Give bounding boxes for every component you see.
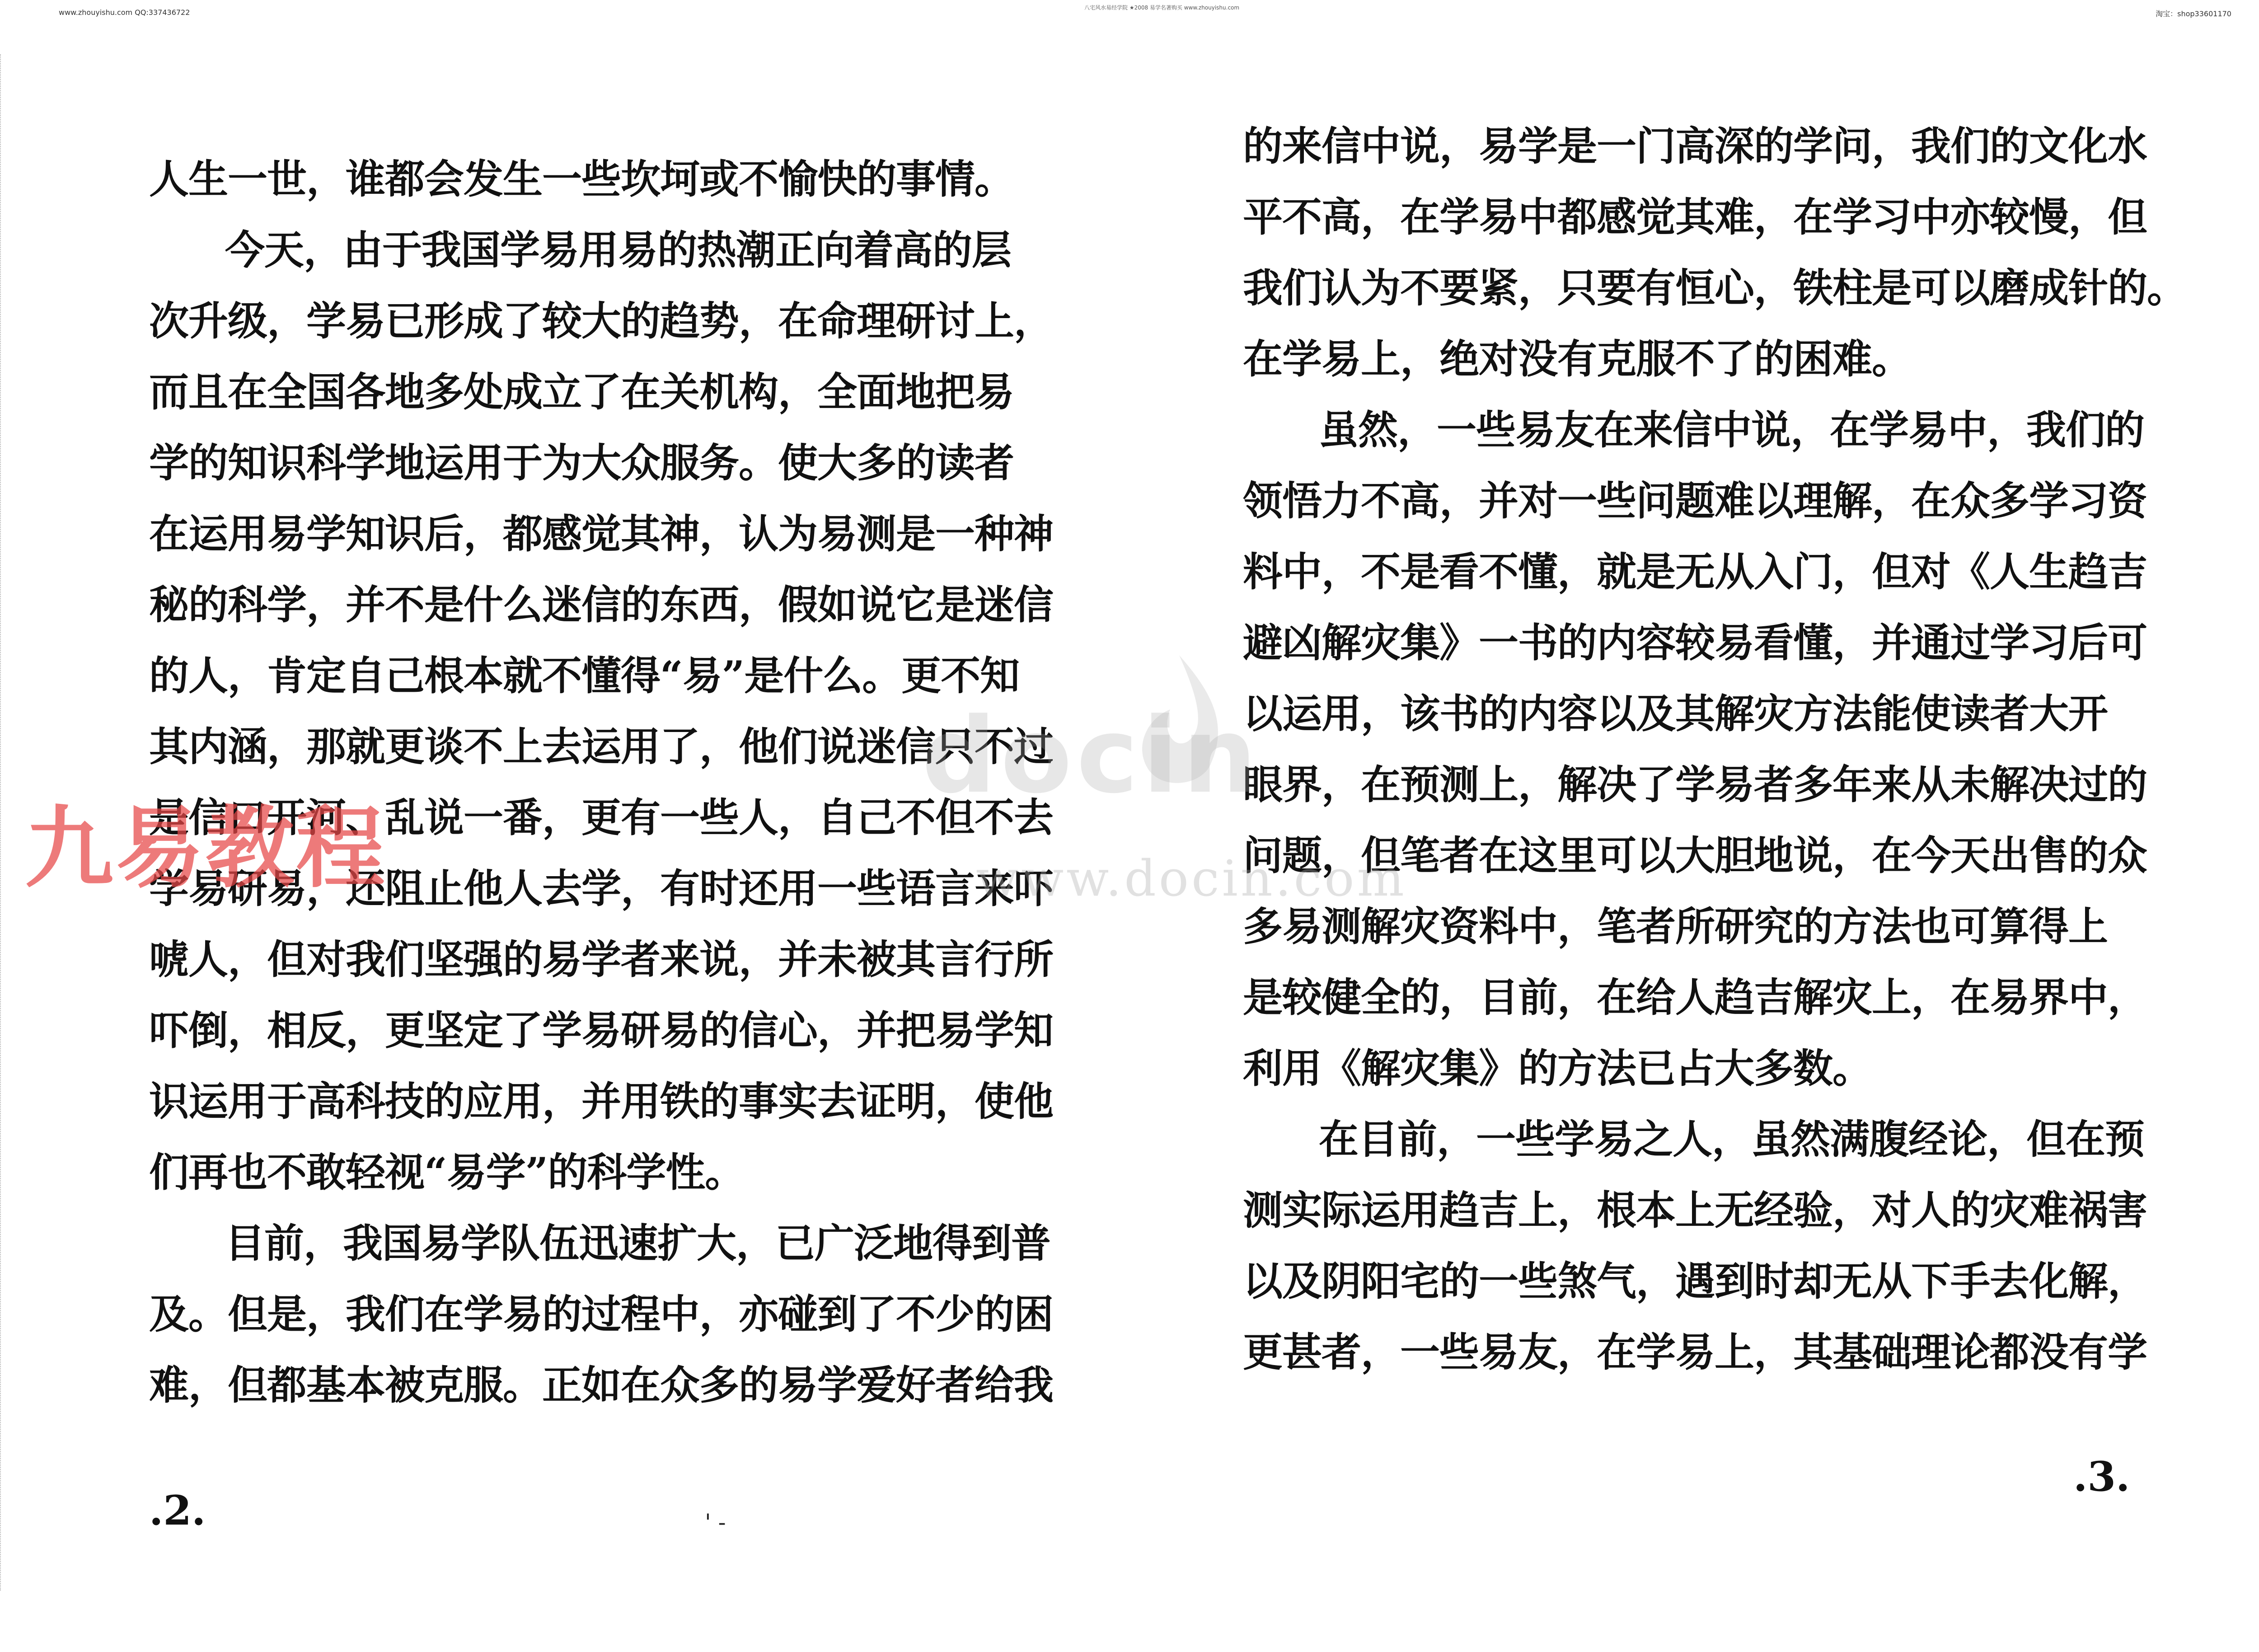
text-line: 更甚者，一些易友，在学易上，其基础理论都没有学 (1243, 1328, 2147, 1375)
header-right-text: 淘宝：shop33601170 (2156, 9, 2231, 18)
text-line: 领悟力不高，并对一些问题难以理解，在众多学习资 (1243, 477, 2147, 524)
text-line: 难，但都基本被克服。正如在众多的易学爱好者给我 (149, 1361, 1054, 1408)
text-line: 的人，肯定自己根本就不懂得“易”是什么。更不知 (149, 652, 1020, 699)
header-center-text: 八宅风水易经学院 ★2008 易学名著购买 www.zhouyishu.com (1084, 5, 1240, 11)
text-line: 吓倒，相反，更坚定了学易研易的信心，并把易学知 (149, 1007, 1054, 1054)
docin-url-watermark: www.docin.com (976, 849, 1407, 907)
right-page (1149, 0, 2259, 1652)
red-overlay-watermark: 九易教程 (25, 797, 387, 900)
text-line: 料中，不是看不懂，就是无从入门，但对《人生趋吉 (1243, 548, 2147, 595)
stray-scan-mark: ' - (705, 1509, 726, 1535)
page-number-left: .2. (149, 1487, 206, 1535)
text-line: 目前，我国易学队伍迅速扩大，已广泛地得到普 (225, 1220, 1051, 1267)
text-line: 及。但是，我们在学易的过程中，亦碰到了不少的困 (149, 1291, 1054, 1338)
text-line: 眼界，在预测上，解决了学易者多年来从未解决过的 (1243, 761, 2147, 808)
text-line: 避凶解灾集》一书的内容较易看懂，并通过学习后可 (1243, 619, 2147, 666)
text-line: 唬人，但对我们坚强的易学者来说，并未被其言行所 (149, 936, 1054, 983)
text-line: 们再也不敢轻视“易学”的科学性。 (149, 1149, 745, 1196)
text-line: 是较健全的，目前，在给人趋吉解灾上，在易界中， (1243, 974, 2147, 1021)
right-page-text (1243, 111, 2187, 1388)
text-line: 问题，但笔者在这里可以大胆地说，在今天出售的众 (1243, 832, 2147, 879)
text-line: 识运用于高科技的应用，并用铁的事实去证明，使他 (149, 1078, 1054, 1125)
text-line: 在目前，一些学易之人，虽然满腹经论，但在预 (1319, 1116, 2145, 1163)
text-line: 虽然，一些易友在来信中说，在学易中，我们的 (1319, 406, 2145, 453)
text-line: 学易研易，还阻止他人去学，有时还用一些语言来吓 (149, 865, 1054, 912)
text-line: 多易测解灾资料中，笔者所研究的方法也可算得上 (1243, 903, 2108, 950)
page-number-right: .3. (2073, 1453, 2130, 1501)
text-line: 我们认为不要紧，只要有恒心，铁柱是可以磨成针的。 (1243, 264, 2187, 311)
text-line: 在运用易学知识后，都感觉其神，认为易测是一种神 (149, 510, 1054, 557)
text-line: 人生一世，谁都会发生一些坎坷或不愉快的事情。 (149, 155, 1014, 202)
text-line: 学的知识科学地运用于为大众服务。使大多的读者 (149, 439, 1014, 486)
text-line: 以及阴阳宅的一些煞气，遇到时却无从下手去化解， (1243, 1258, 2147, 1305)
text-line: 是信口开河、乱说一番，更有一些人，自己不但不去 (149, 794, 1054, 841)
text-line: 的来信中说，易学是一门高深的学问，我们的文化水 (1243, 122, 2147, 169)
text-line: 其内涵，那就更谈不上去运用了，他们说迷信只不过 (149, 723, 1054, 770)
text-line: 测实际运用趋吉上，根本上无经验，对人的灾难祸害 (1243, 1187, 2147, 1234)
text-line: 今天，由于我国学易用易的热潮正向着高的层 (225, 226, 1012, 273)
text-line: 以运用，该书的内容以及其解灾方法能使读者大开 (1243, 690, 2108, 737)
text-line: 次升级，学易已形成了较大的趋势，在命理研讨上， (149, 297, 1054, 344)
text-line: 秘的科学，并不是什么迷信的东西，假如说它是迷信 (149, 581, 1054, 628)
text-line: 在学易上，绝对没有克服不了的困难。 (1243, 335, 1912, 382)
docin-watermark: docin (922, 696, 1261, 817)
text-line: 利用《解灾集》的方法已占大多数。 (1243, 1045, 1872, 1092)
text-line: 而且在全国各地多处成立了在关机构，全面地把易 (149, 368, 1014, 415)
text-line: 平不高，在学易中都感觉其难，在学习中亦较慢，但 (1243, 193, 2147, 240)
header-left-text: www.zhouyishu.com QQ:337436722 (59, 8, 190, 17)
